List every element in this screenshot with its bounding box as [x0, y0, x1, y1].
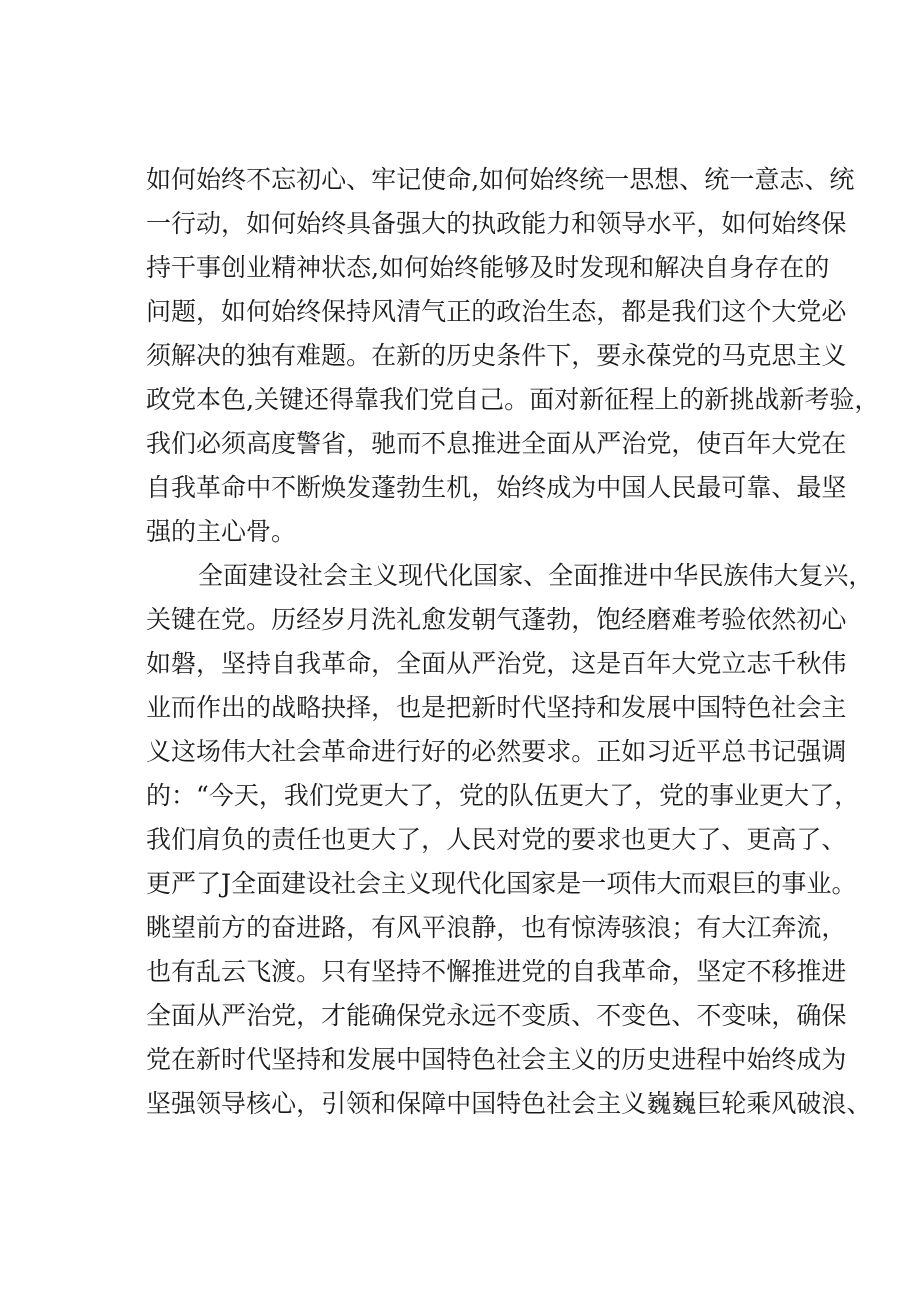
- text-line: 我 们 肩 负 的 责 任 也 更 大 了 ， 人 民 对 党 的 要 求 也 更 大 了 、 更 高 了 、: [146, 825, 847, 854]
- text-line: 一 行 动 ， 如 何 始 终 具 备 强 大 的 执 政 能 力 和 领 导 水 平 ， 如 何 始 终 保: [146, 209, 847, 238]
- text-line: 眺 望 前 方 的 奋 进 路 ， 有 风 平 浪 静 ， 也 有 惊 涛 骇 浪 ； 有 大 江 奔 流 ，: [146, 913, 847, 942]
- text-line: 也 有 乱 云 飞 渡 。 只 有 坚 持 不 懈 推 进 党 的 自 我 革 命 ， 坚 定 不 移 推 进: [146, 957, 847, 986]
- text-line: 全 面 从 严 治 党 ， 才 能 确 保 党 永 远 不 变 质 、 不 变 色 、 不 变 味 ， 确 保: [146, 1001, 847, 1030]
- text-line: 强的主心骨。: [146, 517, 297, 546]
- paragraph: [146, 158, 880, 554]
- text-line: 全 面 建 设 社 会 主 义 现 代 化 国 家 、 全 面 推 进 中 华 民 族 伟 大 复 兴 ，: [198, 561, 874, 590]
- text-line: 我 们 必 须 高 度 警 省 ， 驰 而 不 息 推 进 全 面 从 严 治 党 ， 使 百 年 大 党 在: [146, 429, 847, 458]
- body-text: [146, 158, 880, 1126]
- text-line: 问 题 ， 如 何 始 终 保 持 风 清 气 正 的 政 治 生 态 ， 都 是 我 们 这 个 大 党 必: [146, 297, 847, 326]
- text-line: 关 键 在 党 。 历 经 岁 月 洗 礼 愈 发 朝 气 蓬 勃 ， 饱 经 磨 难 考 验 依 然 初 心: [146, 605, 847, 634]
- text-line: 自 我 革 命 中 不 断 焕 发 蓬 勃 生 机 ， 始 终 成 为 中 国 人 民 最 可 靠 、 最 坚: [146, 473, 847, 502]
- text-line: 如 磐 ， 坚 持 自 我 革 命 ， 全 面 从 严 治 党 ， 这 是 百 年 大 党 立 志 千 秋 伟: [146, 649, 847, 678]
- text-line: 更 严 了 J 全 面 建 设 社 会 主 义 现 代 化 国 家 是 一 项 伟 大 而 艰 巨 的 事 业 。: [146, 869, 857, 898]
- text-line: 的 ： “ 今 天 ， 我 们 党 更 大 了 ， 党 的 队 伍 更 大 了 ， 党 的 事 业 更 大 了 ，: [146, 781, 860, 810]
- text-line: 业 而 作 出 的 战 略 抉 择 ， 也 是 把 新 时 代 坚 持 和 发 展 中 国 特 色 社 会 主: [146, 693, 847, 722]
- text-line: 义 这 场 伟 大 社 会 革 命 进 行 好 的 必 然 要 求 。 正 如 习 近 平 总 书 记 强 调: [146, 737, 847, 766]
- text-line: 须 解 决 的 独 有 难 题 。 在 新 的 历 史 条 件 下 ， 要 永 葆 党 的 马 克 思 主 义: [146, 341, 847, 370]
- text-line: 党 在 新 时 代 坚 持 和 发 展 中 国 特 色 社 会 主 义 的 历 史 进 程 中 始 终 成 为: [146, 1045, 847, 1074]
- text-line: 政 党 本 色 , 关 键 还 得 靠 我 们 党 自 己 。 面 对 新 征 程 上 的 新 挑 战 新 考 验 ，: [146, 385, 880, 414]
- text-line: 坚 强 领 导 核 心 ， 引 领 和 保 障 中 国 特 色 社 会 主 义 巍 巍 巨 轮 乘 风 破 浪 、: [146, 1089, 872, 1118]
- text-line: 持 干 事 创 业 精 神 状 态 , 如 何 始 终 能 够 及 时 发 现 和 解 决 自 身 存 在 的: [146, 253, 830, 282]
- paragraph: [146, 554, 874, 1126]
- text-line: 如 何 始 终 不 忘 初 心 、 牢 记 使 命 , 如 何 始 终 统 一 思 想 、 统 一 意 志 、 统: [146, 165, 855, 194]
